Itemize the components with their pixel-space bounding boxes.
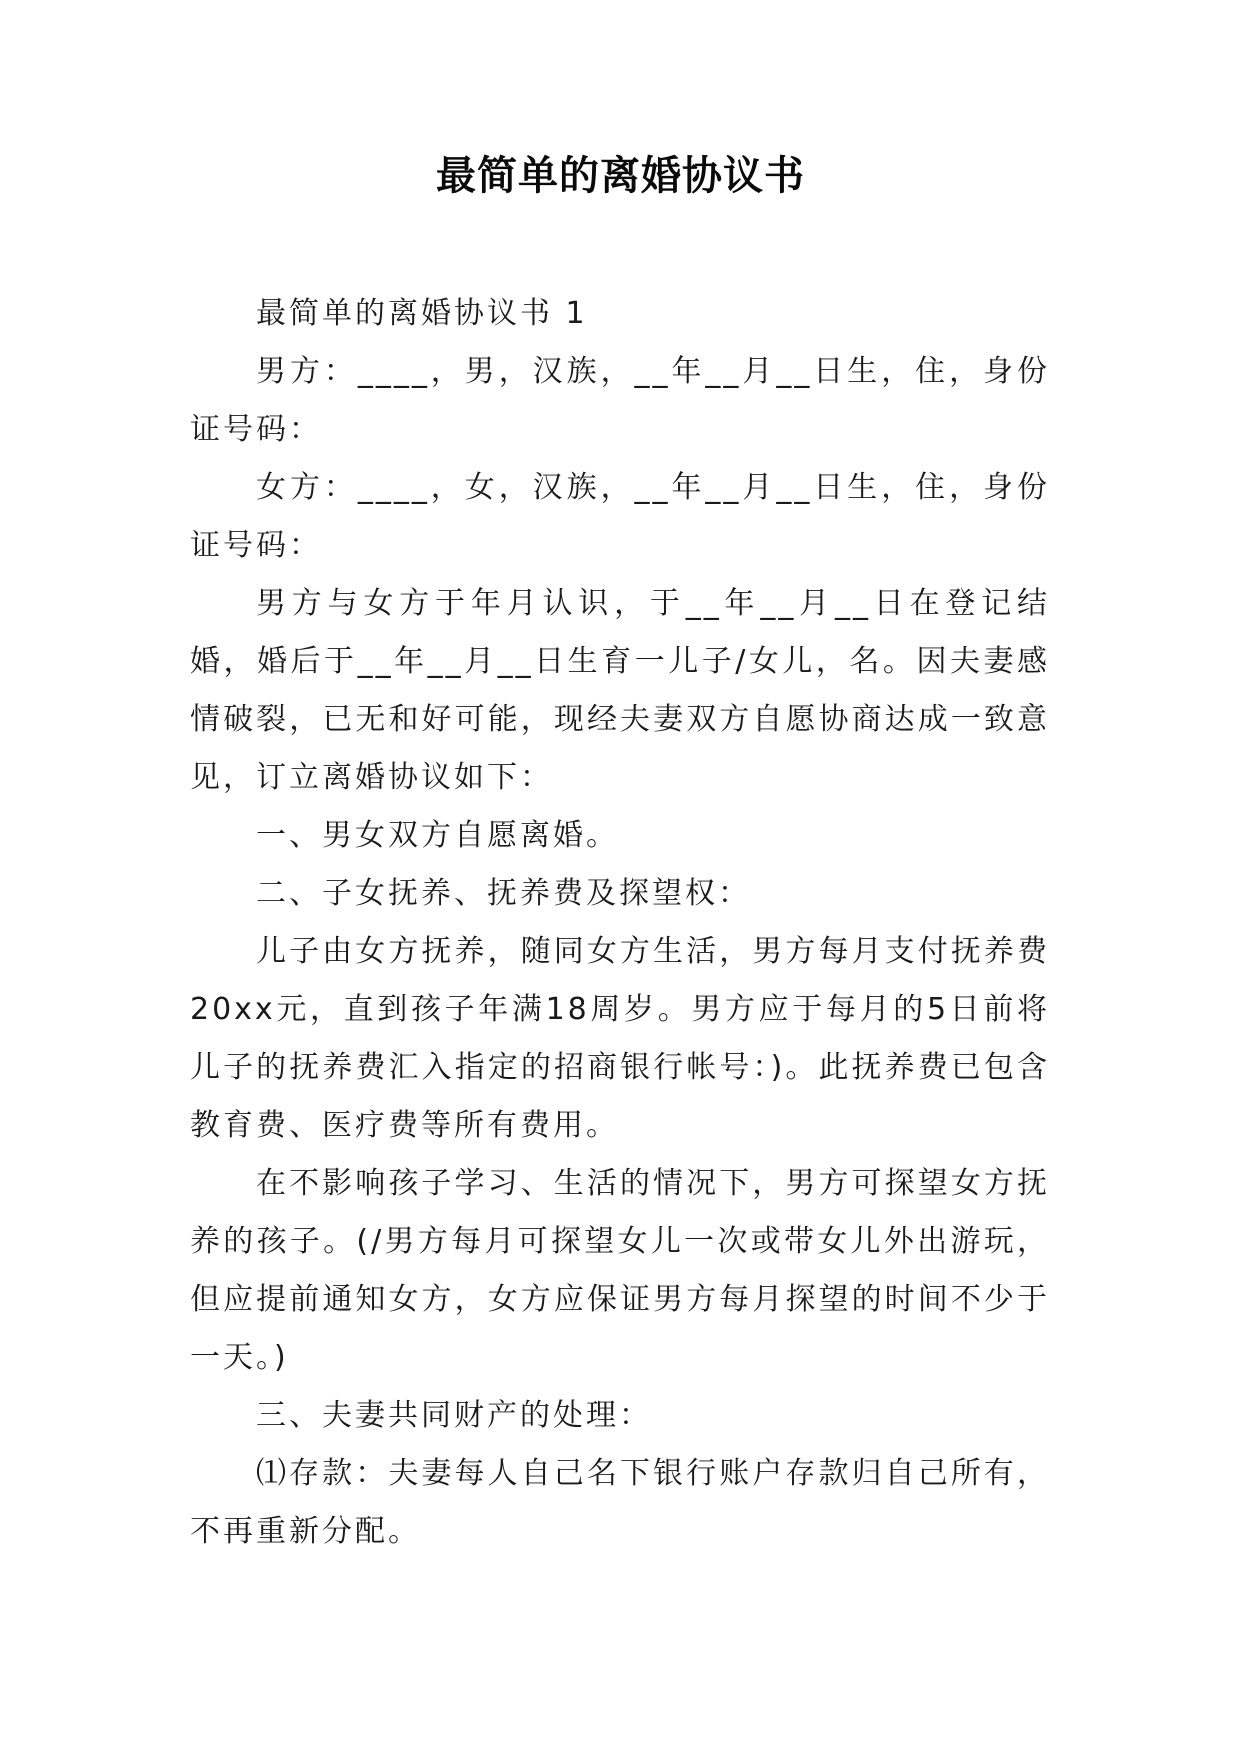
clause-two-heading: 二、子女抚养、抚养费及探望权：	[256, 876, 751, 911]
visitation-paragraph: 在不影响孩子学习、生活的情况下，男方可探望女方抚养的孩子。(/男方每月可探望女儿一次或带女儿外出游玩，但应提前通知女方，女方应保证男方每月探望的时间不少于一天。)	[190, 1166, 1050, 1375]
savings-paragraph: ⑴存款：夫妻每人自己名下银行账户存款归自己所有，不再重新分配。	[190, 1456, 1050, 1549]
clause-three-heading: 三、夫妻共同财产的处理：	[256, 1398, 652, 1433]
marriage-background-paragraph: 男方与女方于年月认识，于__年__月__日在登记结婚，婚后于__年__月__日生育一儿子/女儿，名。因夫妻感情破裂，已无和好可能，现经夫妻双方自愿协商达成一致意见，订立离婚协议如下：	[190, 586, 1050, 795]
clause-one-heading: 一、男女双方自愿离婚。	[256, 818, 619, 853]
male-party-info: 男方：____，男，汉族，__年__月__日生，住，身份证号码：	[190, 354, 1050, 447]
document-subtitle: 最简单的离婚协议书 1	[256, 296, 588, 331]
document-body	[190, 285, 1050, 1561]
female-party-info: 女方：____，女，汉族，__年__月__日生，住，身份证号码：	[190, 470, 1050, 563]
document-title: 最简单的离婚协议书	[436, 152, 805, 199]
child-support-paragraph: 儿子由女方抚养，随同女方生活，男方每月支付抚养费20xx元，直到孩子年满18周岁。男方应于每月的5日前将儿子的抚养费汇入指定的招商银行帐号：)。此抚养费已包含教育费、医疗费等所有费用。	[190, 934, 1050, 1143]
